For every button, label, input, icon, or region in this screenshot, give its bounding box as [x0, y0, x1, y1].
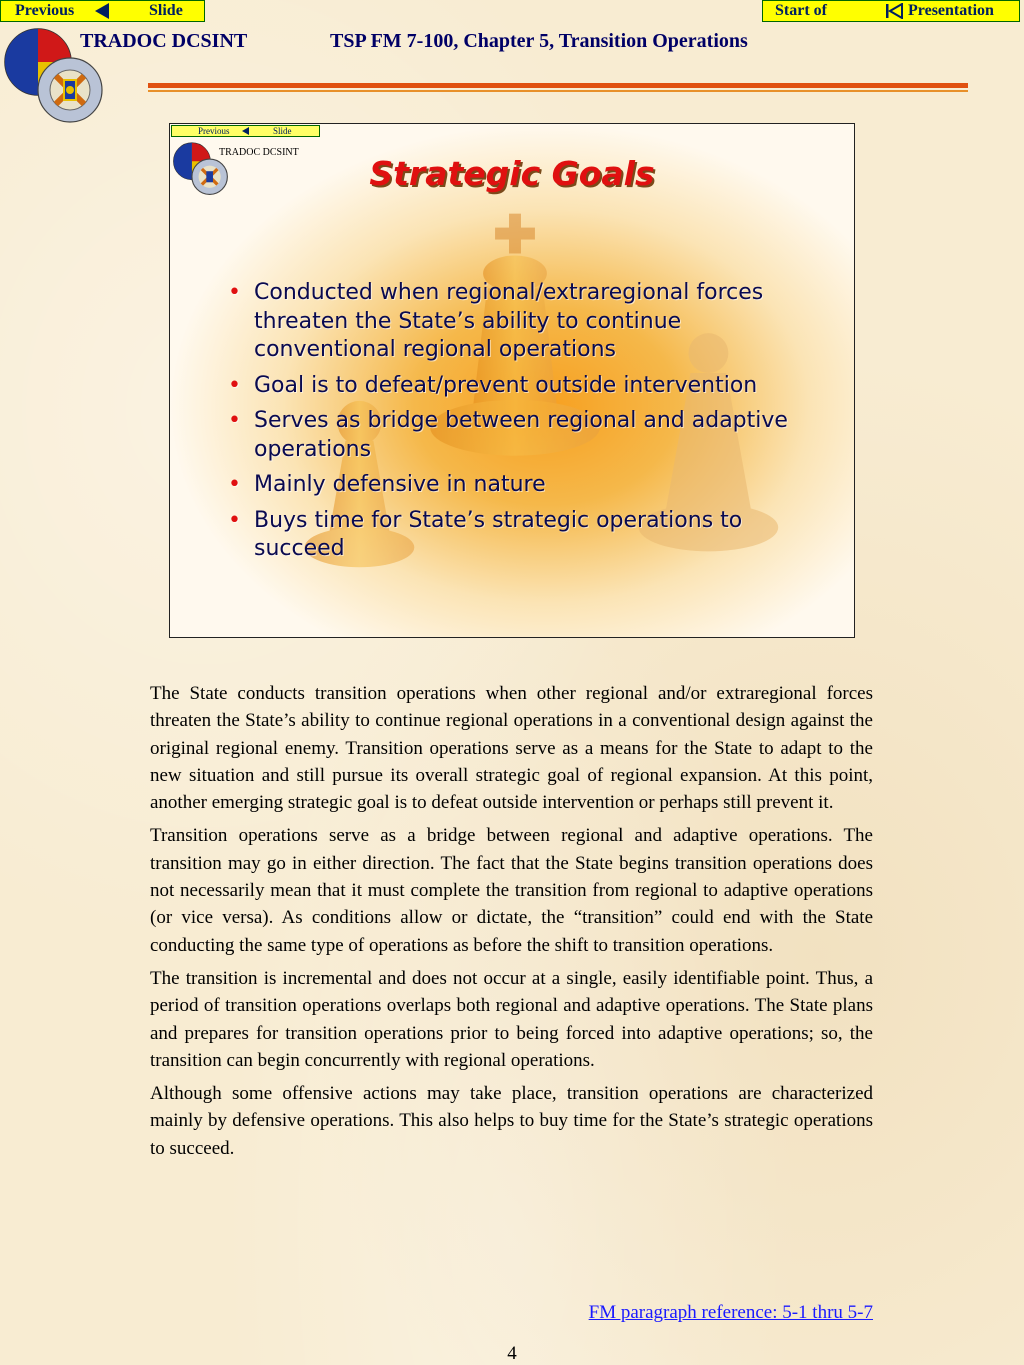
header-title: TSP FM 7-100, Chapter 5, Transition Operations — [330, 30, 748, 52]
slide-previous-nav — [171, 125, 320, 137]
body-text — [150, 680, 873, 1168]
header-org: TRADOC DCSINT — [80, 30, 248, 52]
previous-label[interactable]: Previous — [15, 2, 75, 19]
body-paragraph: Although some offensive actions may take place, transition operations are characterized mainly by defensive operations. This also helps to buy time for the State’s strategic operations to succeed. — [150, 1083, 873, 1159]
presentation-label[interactable]: Presentation — [908, 2, 994, 19]
slide-previous-arrow-icon — [242, 127, 249, 135]
slide-bullet: • Buys time for State’s strategic operations to succeed — [228, 507, 828, 564]
slide-slide-label: Slide — [273, 126, 292, 136]
slide-previous-label: Previous — [198, 126, 230, 136]
body-paragraph: The State conducts transition operations when other regional and/or extraregional forces threaten the State’s ability to continue regional operations in a conventional design against the original regional enemy. Transition operations serve as a means for the State to adapt to the new situation and still pursue its overall strategic goal of regional expansion. At this point, another emerging strategic goal is to defeat outside intervention or perhaps still prevent it. — [150, 683, 873, 814]
header-divider — [148, 83, 968, 88]
previous-arrow-icon[interactable] — [95, 3, 109, 19]
slide-title: Strategic Goals — [369, 154, 655, 193]
page-number: 4 — [507, 1343, 517, 1364]
slide-label[interactable]: Slide — [149, 2, 183, 19]
start-of-label[interactable]: Start of — [775, 2, 827, 19]
header-divider-thin — [148, 90, 968, 92]
start-of-presentation-nav[interactable] — [762, 0, 1020, 22]
slide-bullet: • Goal is to defeat/prevent outside intervention — [228, 372, 828, 401]
slide-thumbnail — [169, 123, 855, 638]
slide-bullet: • Mainly defensive in nature — [228, 471, 828, 500]
previous-slide-nav[interactable] — [0, 0, 205, 22]
slide-bullet: • Serves as bridge between regional and adaptive operations — [228, 407, 828, 464]
first-slide-icon[interactable] — [885, 3, 905, 19]
slide-bullet: • Conducted when regional/extraregional forces threaten the State’s ability to continue conventional regional operations — [228, 279, 828, 365]
slide-bullet-list — [228, 279, 828, 571]
fm-reference-link[interactable]: FM paragraph reference: 5-1 thru 5-7 — [588, 1302, 873, 1323]
body-paragraph: Transition operations serve as a bridge between regional and adaptive operations. The transition may go in either direction. The fact that the State begins transition operations does not necessarily mean that it must complete the transition from regional to adaptive operations (or vice versa). As conditions allow or dictate, the “transition” could end with the State conducting the same type of operations as before the shift to transition operations. — [150, 825, 873, 956]
slide-org: TRADOC DCSINT — [219, 147, 299, 158]
body-paragraph: The transition is incremental and does not occur at a single, easily identifiable point. Thus, a period of transition operations overlaps both regional and adaptive operations. The State plans and prepares for transition operations prior to being forced into adaptive operations; so, the transition can begin concurrently with regional operations. — [150, 967, 873, 1071]
